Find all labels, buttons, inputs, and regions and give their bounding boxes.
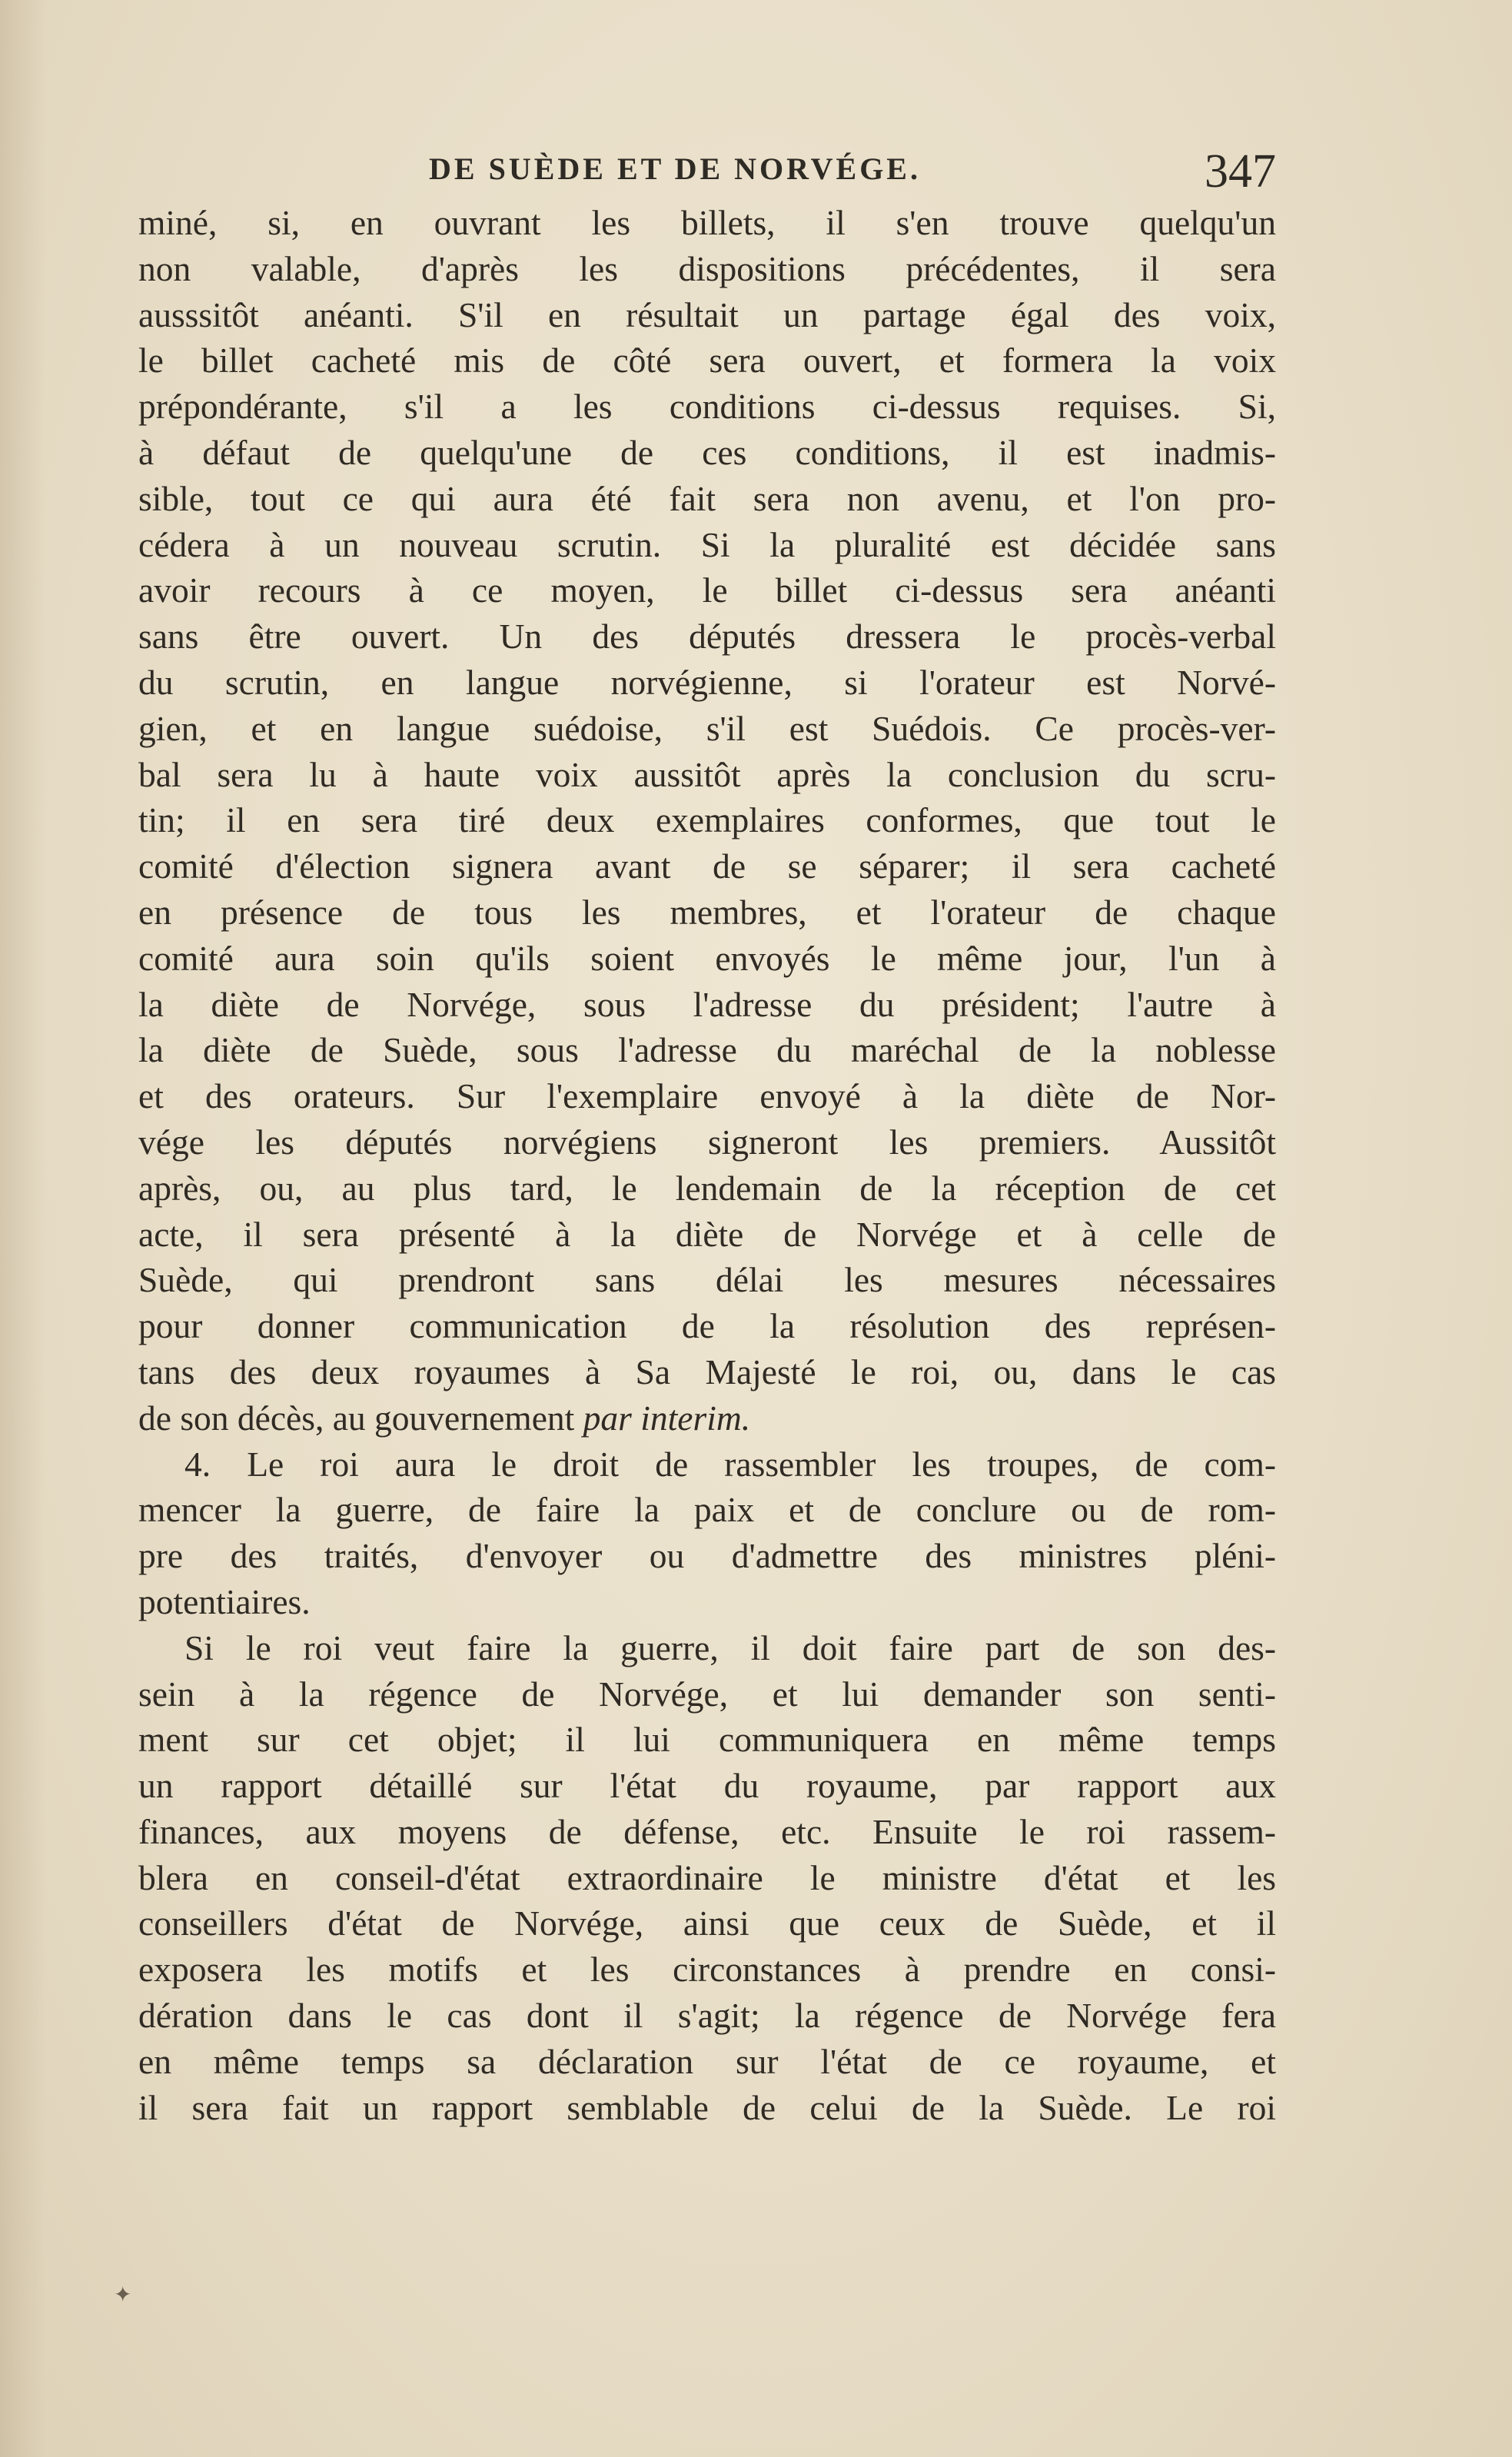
text-line: du scrutin, en langue norvégienne, si l'orateur est Norvé- [138,662,1276,702]
text-line: acte, il sera présenté à la diète de Norvége et à celle de [138,1214,1276,1254]
text-line: ment sur cet objet; il lui communiquera en même temps [138,1720,1276,1760]
page-number: 347 [1205,145,1276,198]
text-line: cédera à un nouveau scrutin. Si la pluralité est décidée sans [138,524,1276,564]
page-gutter-shadow [0,0,46,2457]
text-line: Suède, qui prendront sans délai les mesures nécessaires [138,1260,1276,1300]
text-line: blera en conseil-d'état extraordinaire le ministre d'état et les [138,1857,1276,1897]
body-text [138,200,1276,2130]
paragraph-start: Si le roi veut faire la guerre, il doit faire part de son des- [184,1627,1276,1667]
running-title: DE SUÈDE ET DE NORVÉGE. [429,151,921,186]
text-line: sein à la régence de Norvége, et lui demander son senti- [138,1674,1276,1714]
paragraph-end-line: potentiaires. [138,1581,311,1621]
text-line: bal sera lu à haute voix aussitôt après la conclusion du scru- [138,754,1276,794]
text-line: prépondérante, s'il a les conditions ci-dessus requises. Si, [138,387,1276,427]
text-line: exposera les motifs et les circonstances à prendre en consi- [138,1950,1276,1990]
text-line: ausssitôt anéanti. S'il en résultait un partage égal des voix, [138,294,1276,334]
text-line: conseillers d'état de Norvége, ainsi que ceux de Suède, et il [138,1903,1276,1943]
text-line: comité d'élection signera avant de se séparer; il sera cacheté [138,846,1276,886]
text-line: et des orateurs. Sur l'exemplaire envoyé à la diète de Nor- [138,1076,1276,1116]
text-line: tans des deux royaumes à Sa Majesté le roi, ou, dans le cas [138,1352,1276,1391]
text-line: finances, aux moyens de défense, etc. Ensuite le roi rassem- [138,1811,1276,1851]
text-line: miné, si, en ouvrant les billets, il s'en trouve quelqu'un [138,203,1276,242]
text-line: tin; il en sera tiré deux exemplaires conformes, que tout le [138,800,1276,840]
text-line: sible, tout ce qui aura été fait sera non avenu, et l'on pro- [138,478,1276,518]
text-line: dération dans le cas dont il s'agit; la régence de Norvége fera [138,1996,1276,2036]
text-line: pour donner communication de la résolution des représen- [138,1306,1276,1346]
text-line: mencer la guerre, de faire la paix et de conclure ou de rom- [138,1490,1276,1530]
text-line: il sera fait un rapport semblable de celui de la Suède. Le roi [138,2087,1276,2127]
text-line: le billet cacheté mis de côté sera ouvert, et formera la voix [138,341,1276,381]
text-line: un rapport détaillé sur l'état du royaume, par rapport aux [138,1766,1276,1806]
text-line: non valable, d'après les dispositions précédentes, il sera [138,248,1276,288]
text-line-start: de son décès, au gouvernement [138,1398,575,1438]
text-line: avoir recours à ce moyen, le billet ci-dessus sera anéanti [138,570,1276,610]
text-line: la diète de Norvége, sous l'adresse du président; l'autre à [138,984,1276,1024]
text-line: à défaut de quelqu'une de ces conditions, il est inadmis- [138,432,1276,472]
text-line: après, ou, au plus tard, le lendemain de la réception de cet [138,1168,1276,1208]
text-line: comité aura soin qu'ils soient envoyés le même jour, l'un à [138,938,1276,978]
text-line: gien, et en langue suédoise, s'il est Suédois. Ce procès-ver- [138,708,1276,748]
paragraph-start-article-4: 4. Le roi aura le droit de rassembler les troupes, de com- [184,1444,1276,1484]
text-line: en présence de tous les membres, et l'orateur de chaque [138,892,1276,932]
text-line: vége les députés norvégiens signeront les premiers. Aussitôt [138,1122,1276,1162]
italic-phrase: par interim. [583,1398,751,1438]
ink-speck: ✦ [114,2282,132,2307]
text-line: sans être ouvert. Un des députés dressera le procès-verbal [138,617,1276,657]
text-line: pre des traités, d'envoyer ou d'admettre des ministres pléni- [138,1536,1276,1576]
text-line: en même temps sa déclaration sur l'état de ce royaume, et [138,2041,1276,2081]
text-line-with-italic [138,1395,1276,1441]
running-head [138,145,1276,198]
text-line: la diète de Suède, sous l'adresse du maréchal de la noblesse [138,1030,1276,1070]
